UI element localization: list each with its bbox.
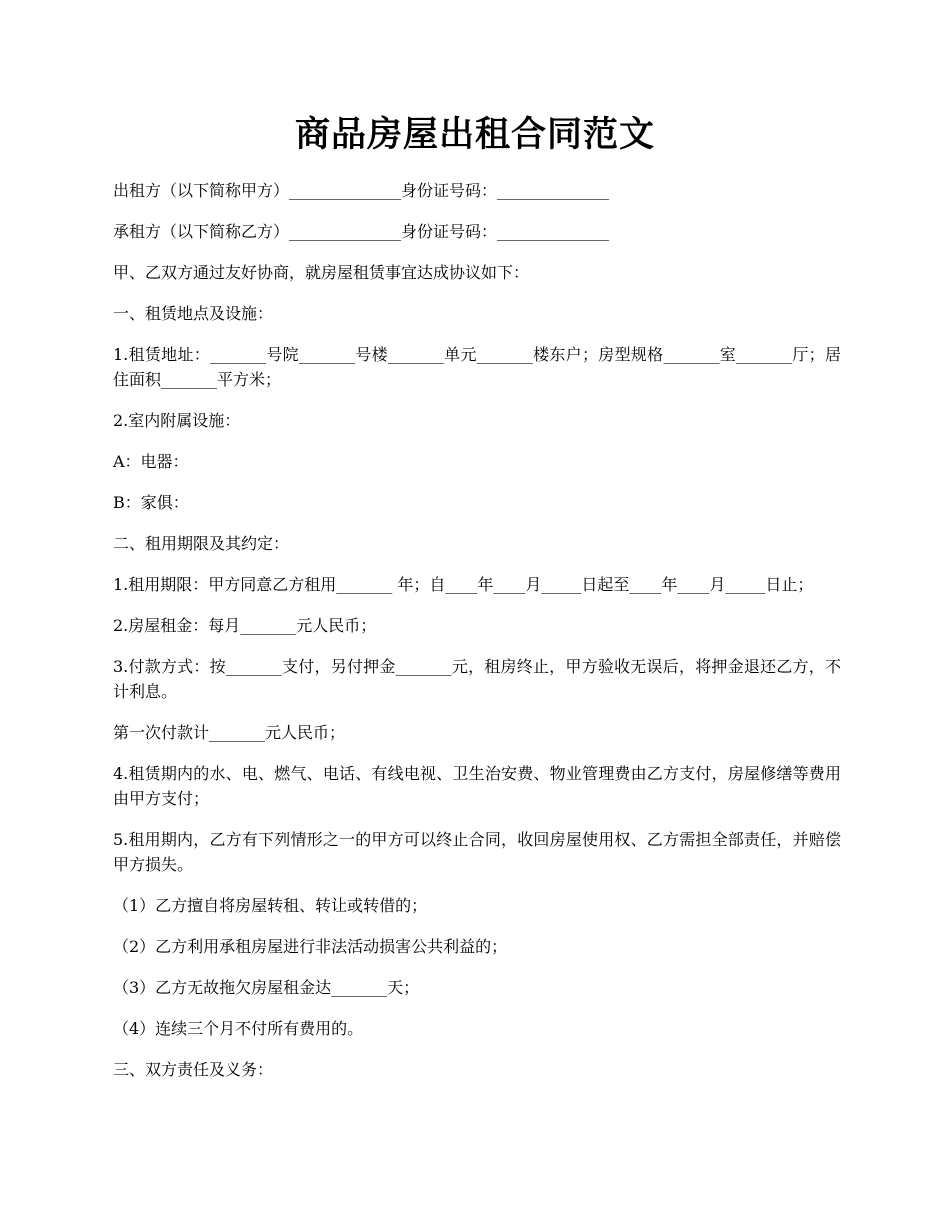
clause-item: （2）乙方利用承租房屋进行非法活动损害公共利益的； bbox=[113, 937, 508, 956]
clause-item: （3）乙方无故拖欠房屋租金达_______天； bbox=[113, 978, 420, 997]
paragraph-intro: 甲、乙双方通过友好协商，就房屋租赁事宜达成协议如下： bbox=[113, 263, 530, 282]
section-heading-location: 一、租赁地点及设施： bbox=[113, 304, 274, 323]
clause-item: （4）连续三个月不付所有费用的。 bbox=[113, 1019, 364, 1038]
paragraph-rent: 2.房屋租金：每月_______元人民币； bbox=[113, 616, 377, 635]
paragraph-furniture: B：家俱： bbox=[113, 493, 189, 512]
paragraph-lessor: 出租方（以下简称甲方）______________身份证号码：______________ bbox=[113, 181, 610, 200]
paragraph-lessee: 承租方（以下简称乙方）______________身份证号码：______________ bbox=[113, 222, 610, 241]
paragraph-address: 1.租赁地址：_______号院_______号楼_______单元_______楼东户；房型规格_______室_______厅；居住面积_______平方米； bbox=[113, 345, 841, 389]
paragraph-first-payment: 第一次付款计_______元人民币； bbox=[113, 723, 346, 742]
document-title: 商品房屋出租合同范文 bbox=[294, 114, 655, 155]
section-heading-responsibilities: 三、双方责任及义务： bbox=[113, 1060, 274, 1079]
paragraph-facilities: 2.室内附属设施： bbox=[113, 411, 241, 430]
paragraph-term: 1.租用期限：甲方同意乙方租用_______ 年；自____年____月_____日起至____年____月_____日止； bbox=[113, 575, 814, 594]
paragraph-appliances: A：电器： bbox=[113, 452, 189, 471]
clause-item: （1）乙方擅自将房屋转租、转让或转借的； bbox=[113, 896, 428, 915]
document-body bbox=[113, 178, 841, 1098]
paragraph-utilities: 4.租赁期内的水、电、燃气、电话、有线电视、卫生治安费、物业管理费由乙方支付，房屋修缮等费用由甲方支付； bbox=[113, 764, 841, 808]
paragraph-termination: 5.租用期内，乙方有下列情形之一的甲方可以终止合同，收回房屋使用权、乙方需担全部责任，并赔偿甲方损失。 bbox=[113, 830, 841, 874]
paragraph-payment: 3.付款方式：按_______支付，另付押金_______元，租房终止，甲方验收无误后，将押金退还乙方，不计利息。 bbox=[113, 657, 841, 701]
section-heading-term: 二、租用期限及其约定： bbox=[113, 534, 290, 553]
